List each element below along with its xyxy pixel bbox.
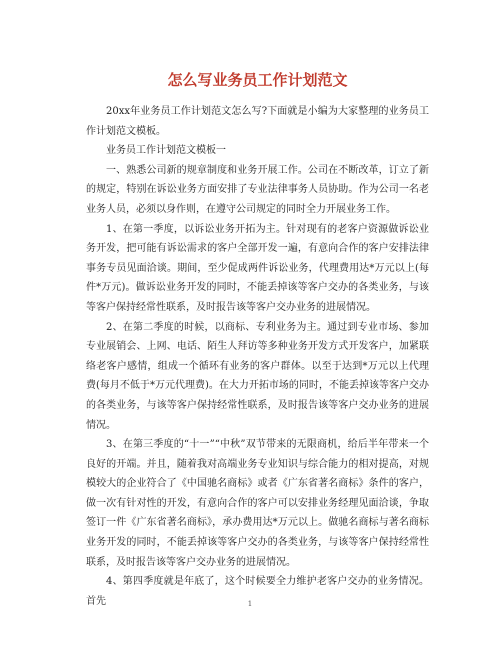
section-heading: 业务员工作计划范文模板一 [106, 145, 226, 157]
body-paragraph: 4、第四季度就是年底了，这个时候要全力维护老客户交办的业务情况。首先 [86, 576, 429, 607]
body-paragraph: 一、熟悉公司新的规章制度和业务开展工作。公司在不断改革，订立了新的规定，特别在诉讼业务方面安排了专业法律事务人员协助。作为公司一名老业务人员，必须以身作则，在遵守公司规定的同时全力开展业务工作。 [86, 164, 429, 215]
page-number: 1 [247, 600, 253, 608]
body-paragraph: 2、在第二季度的时候，以商标、专利业务为主。通过到专业市场、参加专业展销会、上网、电话、陌生人拜访等多种业务开发方式开发客户，加紧联络老客户感情，组成一个循环有业务的客户群体。以至于达到*万元以上代理费(每月不低于*万元代理费)。在大力开拓市场的同时，不能丢掉该等客户交办的各类业务，与该等客户保持经常性联系，及时报告该等客户交办业务的进展情况。 [86, 321, 429, 431]
document-title: 怎么写业务员工作计划范文 [167, 71, 348, 89]
body-paragraph: 3、在第三季度的“十一”“中秋”双节带来的无限商机，给后半年带来一个良好的开端。并且，随着我对高端业务专业知识与综合能力的相对提高，对规模较大的企业符合了《中国驰名商标》或者《广东省著名商标》条件的客户，做一次有针对性的开发，有意向合作的客户可以安排业务经理见面洽谈，争取签订一件《广东省著名商标》，承办费用达*万元以上。做驰名商标与著名商标业务开发的同时，不能丢掉该等客户交办的各类业务，与该等客户保持经常性联系，及时报告该等客户交办业务的进展情况。 [86, 439, 429, 568]
document-body [86, 102, 429, 611]
body-paragraph: 1、在第一季度，以诉讼业务开拓为主。针对现有的老客户资源做诉讼业务开发，把可能有诉讼需求的客户全部开发一遍，有意向合作的客户安排法律事务专员见面洽谈。期间，至少促成两件诉讼业务，代理费用达*万元以上(每件*万元)。做诉讼业务开发的同时，不能丢掉该等客户交办的各类业务，与该等客户保持经常性联系，及时报告该等客户交办业务的进展情况。 [86, 223, 429, 313]
intro-paragraph: 20xx年业务员工作计划范文怎么写?下面就是小编为大家整理的业务员工作计划范文模板。 [86, 106, 429, 137]
